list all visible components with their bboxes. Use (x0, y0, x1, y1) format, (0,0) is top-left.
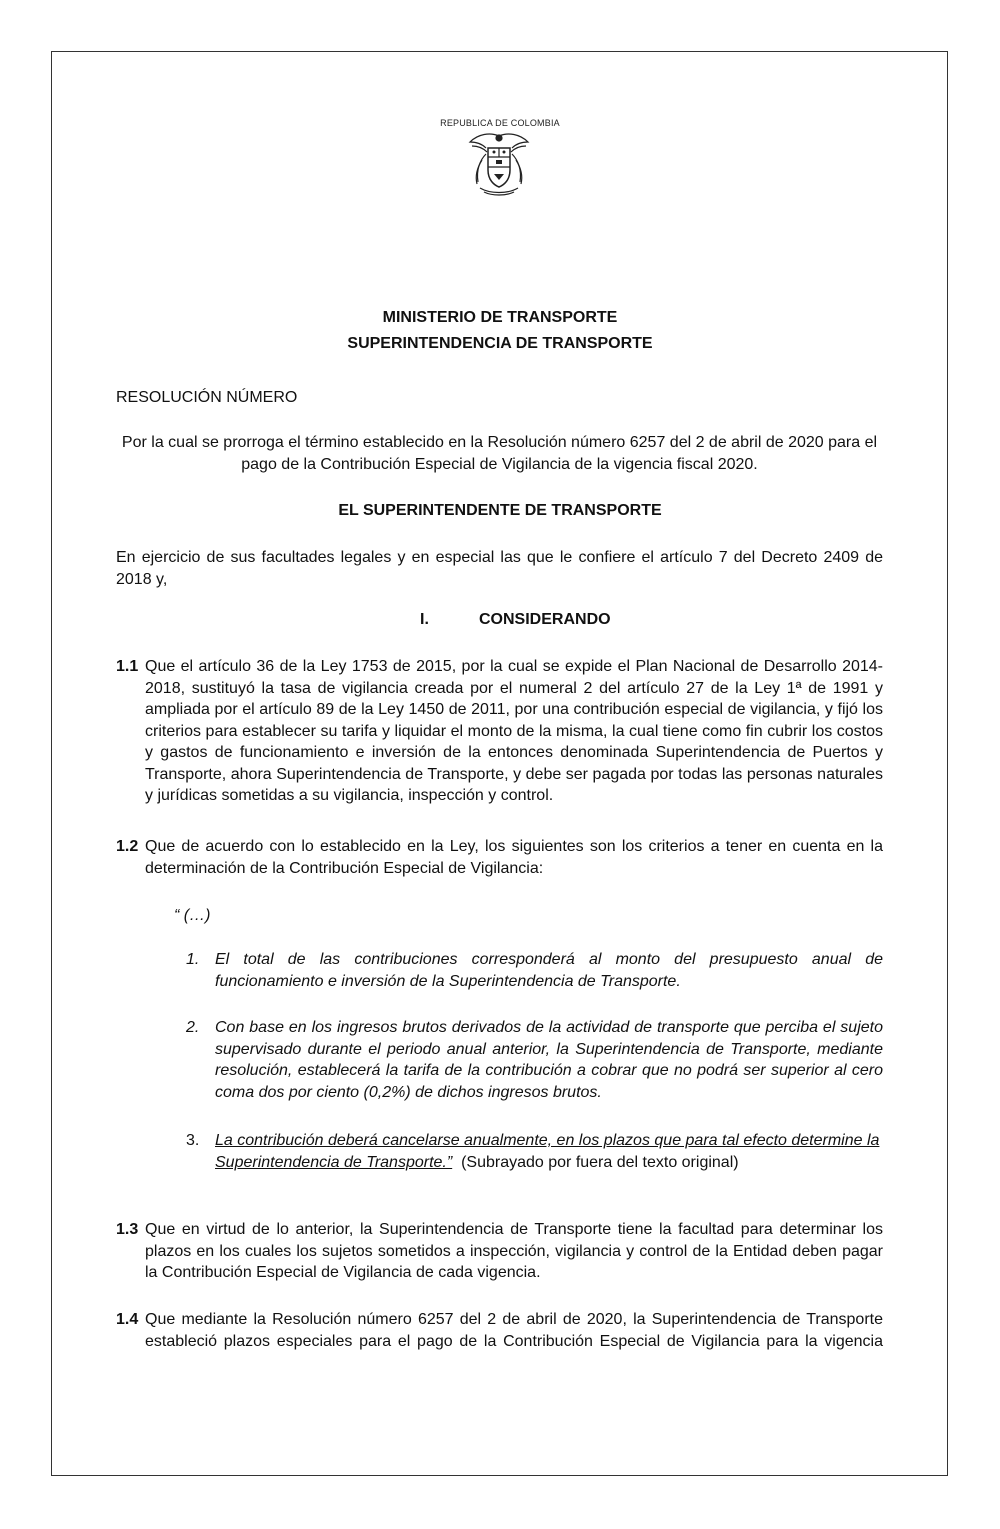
quote-item-3 (215, 1130, 883, 1173)
quote-item-note: (Subrayado por fuera del texto original) (461, 1153, 739, 1171)
section-title: CONSIDERANDO (479, 611, 611, 628)
quote-open: “ (…) (174, 907, 211, 924)
ministry-heading: MINISTERIO DE TRANSPORTE (382, 309, 618, 326)
quote-item-text: Con base en los ingresos brutos derivados de la actividad de transporte que perciba el sujeto supervisado durante el periodo anual anterior, la Superintendencia de Transporte, mediante resolución, establecerá la tarifa de la contribución a cobrar que no podrá ser superior al cero coma dos por ciento (0,2%) de dichos ingresos brutos. (215, 1019, 883, 1101)
paragraph-text: Que de acuerdo con lo establecido en la Ley, los siguientes son los criterios a tener en cuenta en la determinación de la Contribución Especial de Vigilancia: (145, 838, 883, 877)
paragraph-text: Que en virtud de lo anterior, la Superintendencia de Transporte tiene la facultad para determinar los plazos en los cuales los sujetos sometidos a inspección, vigilancia y control de la Entidad deben pagar la Contribución Especial de Vigilancia de cada vigencia. (145, 1221, 883, 1281)
paragraph-text: Que mediante la Resolución número 6257 del 2 de abril de 2020, la Superintendencia de Transporte estableció plazos especiales para el pago de la Contribución Especial de Vigilancia para la vigencia (145, 1311, 883, 1350)
quote-item-number: 2. (186, 1019, 200, 1036)
paragraph-number: 1.4 (116, 1311, 139, 1328)
resolution-subject: Por la cual se prorroga el término establecido en la Resolución número 6257 del 2 de abril de 2020 para el pago de la Contribución Especial de Vigilancia de la vigencia fiscal 2020. (121, 434, 878, 473)
paragraph-number: 1.1 (116, 658, 139, 675)
colombia-coat-of-arms-icon (466, 130, 532, 198)
preamble: En ejercicio de sus facultades legales y en especial las que le confiere el artículo 7 del Decreto 2409 de 2018 y, (116, 549, 883, 588)
country-name: REPUBLICA DE COLOMBIA (440, 118, 560, 128)
resolution-label: RESOLUCIÓN NÚMERO (116, 389, 298, 406)
quote-item-text: La contribución deberá cancelarse anualmente, en los plazos que para tal efecto determine la Superintendencia de Transporte.” (215, 1132, 880, 1171)
superintendency-heading: SUPERINTENDENCIA DE TRANSPORTE (347, 335, 653, 352)
quote-item-number: 1. (186, 951, 200, 968)
quote-item-number: 3. (186, 1132, 200, 1149)
paragraph-number: 1.2 (116, 838, 139, 855)
authority-heading: EL SUPERINTENDENTE DE TRANSPORTE (338, 502, 662, 519)
paragraph-number: 1.3 (116, 1221, 139, 1238)
paragraph-text: Que el artículo 36 de la Ley 1753 de 2015, por la cual se expide el Plan Nacional de Desarrollo 2014-2018, sustituyó la tasa de vigilancia creada por el numeral 2 del artículo 27 de la Ley 1ª de 1991 y ampliada por el artículo 89 de la Ley 1450 de 2011, por una contribución especial de vigilancia, y fijó los criterios para establecer su tarifa y liquidar el monto de la misma, la cual tiene como fin cubrir los costos y gastos de funcionamiento e inversión de la entonces denominada Superintendencia de Puertos y Transporte, ahora Superintendencia de Transporte, y debe ser pagada por todas las personas naturales y jurídicas sometidas a su vigilancia, inspección y control. (145, 658, 883, 804)
section-number: I. (420, 611, 429, 628)
quote-item-text: El total de las contribuciones corresponderá al monto del presupuesto anual de funcionamiento e inversión de la Superintendencia de Transporte. (215, 951, 883, 990)
